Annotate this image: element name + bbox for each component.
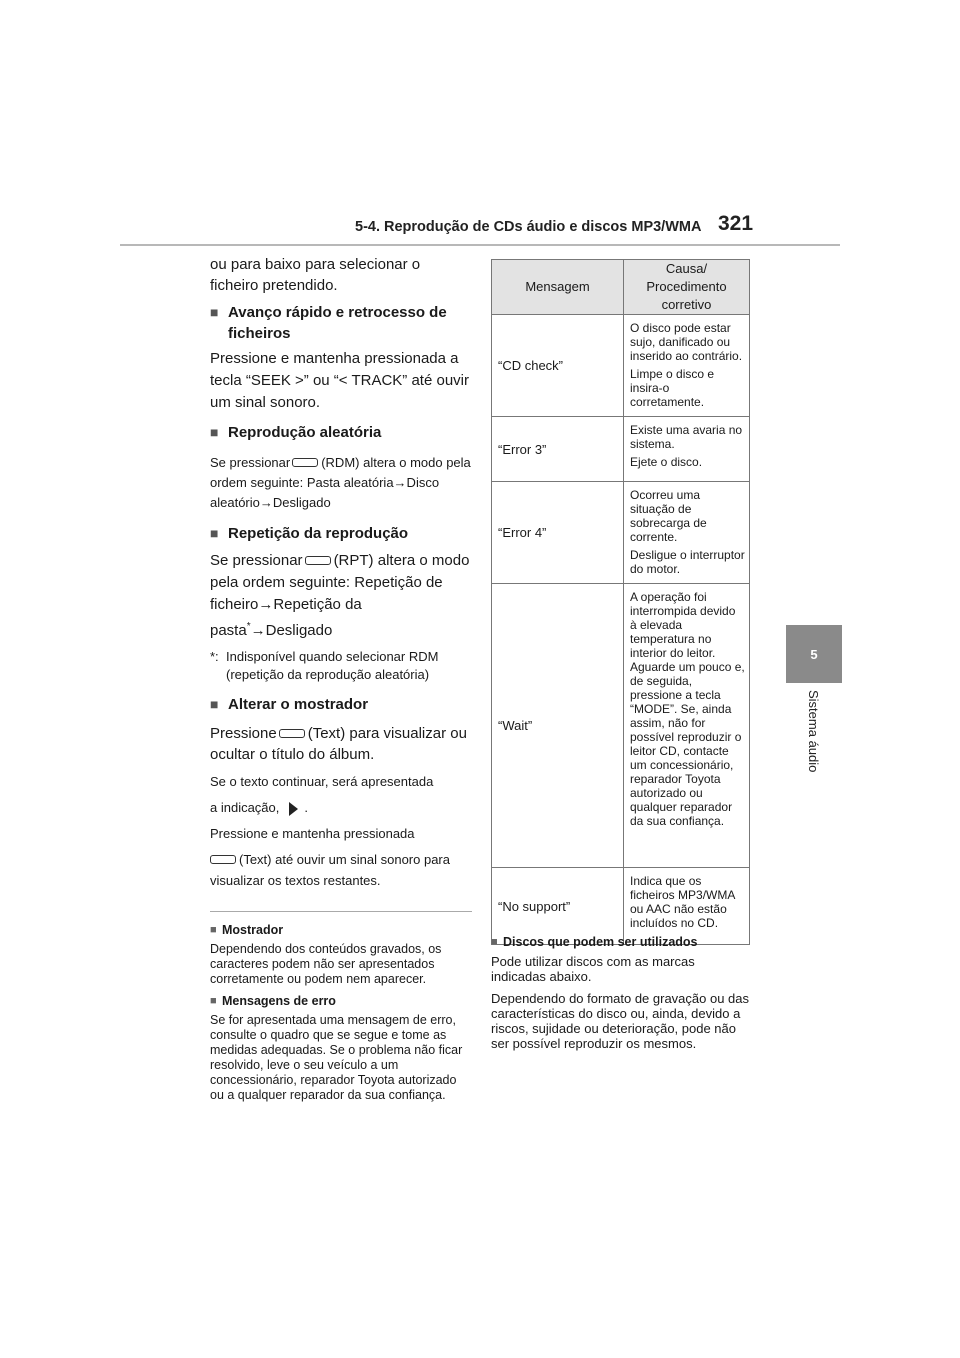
random-heading (210, 422, 472, 443)
section-title: 5-4. Reprodução de CDs áudio e discos MP3/WMA (355, 219, 702, 235)
left-column (210, 254, 472, 1103)
square-bullet-icon: ■ (210, 304, 219, 320)
continue-post: . (304, 800, 309, 815)
mostrador-heading (210, 922, 472, 938)
text-button-icon (279, 729, 305, 738)
footnote (210, 648, 472, 684)
repeat-text (210, 550, 472, 642)
messages-heading-text: Mensagens de erro (222, 994, 336, 1008)
mostrador-text: Dependendo dos conteúdos gravados, os caracteres podem não ser apresentados corretamente ou podem nem aparecer. (210, 942, 442, 986)
repeat-heading (210, 523, 472, 544)
hold-continue (210, 849, 472, 891)
error-table (491, 259, 750, 945)
fast-forward-heading (210, 302, 472, 344)
discs-text-2: Dependendo do formato de gravação ou das características do disco ou, ainda, devido a riscos, sujidade ou deterioração, pode não ser possível reproduzir os mesmos. (491, 991, 750, 1051)
random-pre: Se pressionar (210, 455, 291, 470)
messages-text: Se for apresentada uma mensagem de erro, consulte o quadro que se segue e tome as medidas adequadas. Se o problema não ficar resolvido, leve o seu veículo a um concessionário, reparador Toyota autorizado ou a qualquer reparador da sua confiança. (210, 1013, 463, 1102)
row-message: “Wait” (492, 584, 624, 868)
hold-post: (Text) até ouvir um sinal sonoro para visualizar os textos restantes. (210, 852, 450, 888)
random-post: (RDM) altera o modo pela ordem seguinte: Pasta aleatória→Disco aleatório→Desligado (210, 455, 471, 510)
fast-forward-heading-text: Avanço rápido e retrocesso de ficheiros (228, 304, 447, 342)
intro-text: ou para baixo para selecionar o ficheiro pretendido. (210, 256, 421, 294)
header-divider (120, 244, 840, 246)
cause-line-2: Desligue o interruptor do motor. (630, 548, 745, 576)
row-cause (624, 584, 750, 868)
mostrador-heading-text: Mostrador (222, 923, 284, 937)
square-bullet-icon: ■ (210, 995, 217, 1007)
repeat-end: →Desligado (250, 622, 333, 639)
display-heading-text: Alterar o mostrador (228, 696, 369, 713)
cause-line-1: Existe uma avaria no sistema. (630, 423, 743, 451)
continue-indication (210, 799, 472, 817)
repeat-pre: Se pressionar (210, 552, 303, 569)
row-cause (624, 315, 750, 417)
continue-pre: a indicação, (210, 800, 280, 815)
row-cause (624, 868, 750, 945)
row-cause (624, 482, 750, 584)
footnote-text: Indisponível quando selecionar RDM (repetição da reprodução aleatória) (226, 649, 439, 682)
display-post: (Text) para visualizar ou ocultar o título do álbum. (210, 725, 467, 763)
footnote-mark: *: (210, 649, 219, 664)
notes-divider (210, 911, 472, 912)
continue-text: Se o texto continuar, será apresentada (210, 774, 434, 789)
cause-line-1: A operação foi interrompida devido à elevada temperatura no interior do leitor. Aguarde um pouco e, de seguida, pressione a tecla “MODE”. Se, ainda assim, não for possível reproduzir o leitor CD, contacte um concessionário, reparador Toyota autorizado ou qualquer reparador da sua confiança. (630, 590, 745, 828)
discs-heading-text: Discos que podem ser utilizados (503, 935, 698, 949)
table-row (492, 315, 750, 417)
cause-line-2: Limpe o disco e insira-o corretamente. (630, 367, 715, 409)
rpt-button-icon (305, 556, 331, 565)
display-text (210, 723, 472, 765)
repeat-heading-text: Repetição da reprodução (228, 525, 409, 542)
footnote-star: * (246, 621, 251, 632)
row-message: “Error 3” (492, 417, 624, 482)
fast-forward-text: Pressione e mantenha pressionada a tecla “SEEK >” ou “< TRACK” até ouvir um sinal sonoro. (210, 350, 469, 411)
table-row (492, 868, 750, 945)
square-bullet-icon: ■ (210, 696, 219, 712)
hold-text: Pressione e mantenha pressionada (210, 826, 415, 841)
repeat-post: (RPT) altera o modo pela ordem seguinte: Repetição de ficheiro→Repetição da pasta (210, 552, 470, 639)
cause-line-1: Ocorreu uma situação de sobrecarga de corrente. (630, 488, 707, 544)
chapter-tab: 5 (786, 625, 842, 683)
square-bullet-icon: ■ (210, 424, 219, 440)
display-heading (210, 694, 472, 715)
square-bullet-icon: ■ (210, 525, 219, 541)
discs-text-1: Pode utilizar discos com as marcas indicadas abaixo. (491, 954, 695, 984)
row-message: “CD check” (492, 315, 624, 417)
rdm-button-icon (292, 458, 318, 467)
square-bullet-icon: ■ (210, 924, 217, 936)
cause-line-1: Indica que os ficheiros MP3/WMA ou AAC não estão incluídos no CD. (630, 874, 735, 930)
row-message: “Error 4” (492, 482, 624, 584)
page-number: 321 (718, 212, 754, 235)
table-row (492, 482, 750, 584)
table-row (492, 584, 750, 868)
random-heading-text: Reprodução aleatória (228, 424, 382, 441)
row-cause (624, 417, 750, 482)
text-button-icon (210, 855, 236, 864)
header-cause: Causa/ Procedimento corretivo (624, 260, 750, 315)
square-bullet-icon: ■ (491, 936, 498, 948)
table-header-row (492, 260, 750, 315)
discs-section (491, 934, 753, 1051)
chapter-label-box (786, 690, 842, 820)
display-pre: Pressione (210, 725, 277, 742)
random-text (210, 453, 472, 513)
messages-heading (210, 993, 472, 1009)
row-message: “No support” (492, 868, 624, 945)
cause-line-1: O disco pode estar sujo, danificado ou inserido ao contrário. (630, 321, 743, 363)
table-row (492, 417, 750, 482)
scroll-arrow-icon (289, 802, 298, 816)
cause-line-2: Ejete o disco. (630, 455, 703, 469)
header-message: Mensagem (492, 260, 624, 315)
discs-heading (491, 934, 753, 950)
chapter-label: Sistema áudio (806, 690, 821, 773)
